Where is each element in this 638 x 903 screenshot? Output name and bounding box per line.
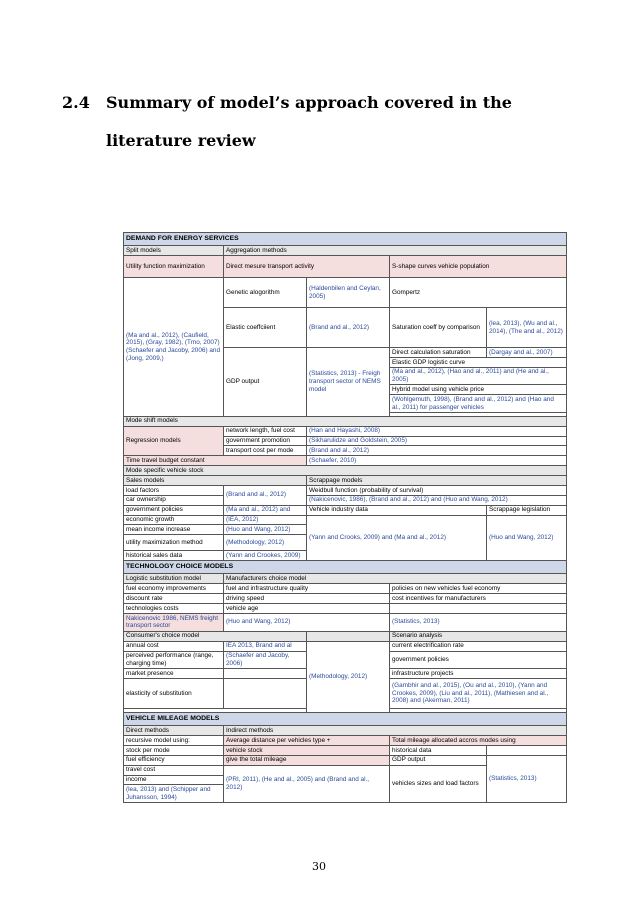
page-number: 30 <box>312 860 326 873</box>
table-cell: government policies <box>124 505 224 515</box>
table-cell: perceived performance (range, charging time) <box>124 651 224 669</box>
table-cell: (Ma and al., 2012) and <box>224 505 307 515</box>
table-cell: (Yann and Crookes, 2009) <box>224 551 307 561</box>
table-row <box>124 246 567 256</box>
table-row <box>124 745 567 755</box>
section-number: 2.4 <box>62 93 90 112</box>
table-cell: (Huo and Wang, 2012) <box>224 613 390 631</box>
summary-table <box>123 232 567 803</box>
table-row <box>124 594 567 604</box>
table-cell: Gompertz <box>390 278 567 308</box>
table-cell: stock per mode <box>124 745 224 755</box>
table-cell: S-shape curves vehicle population <box>390 256 567 278</box>
table-row <box>124 574 567 584</box>
summary-table-figure <box>123 232 566 803</box>
table-cell <box>224 679 307 709</box>
table-cell: Regression models <box>124 426 224 456</box>
table-row <box>124 726 567 736</box>
table-cell: (Ma and al., 2012), (Hao and al., 2011) and (He and al., 2005) <box>390 367 567 385</box>
table-cell: (Wohlgemuth, 1998), (Brand and al., 2012) and (Hao and al., 2011) for passenger vehicles <box>390 395 567 413</box>
table-cell: (Statistics, 2013) <box>390 613 567 631</box>
table-row <box>124 426 567 436</box>
table-cell: annual cost <box>124 641 224 651</box>
table-cell: (Methodology, 2012) <box>307 641 390 712</box>
table-cell: (Brand and al., 2012) <box>307 446 567 456</box>
table-cell: utility maximization method <box>124 535 224 551</box>
table-cell: Sales models <box>124 476 307 486</box>
table-row <box>124 736 567 746</box>
table-cell: market presence <box>124 669 224 679</box>
table-cell <box>390 603 567 613</box>
table-cell: transport cost per mode <box>224 446 307 456</box>
table-cell: (Huo and Wang, 2012) <box>487 515 567 561</box>
table-cell: Genetic alogorithm <box>224 278 307 308</box>
table-cell: Utility function maximization <box>124 256 224 278</box>
table-row <box>124 466 567 476</box>
table-cell: recursive model using: <box>124 736 224 746</box>
table-cell: GDP output <box>224 348 307 417</box>
table-cell: vehicles sizes and load factors <box>390 765 487 802</box>
section-title-line2: literature review <box>106 131 256 150</box>
table-cell: income <box>124 775 224 785</box>
table-cell <box>307 631 390 641</box>
table-cell: Vehicle industry data <box>307 505 487 515</box>
table-cell: Hybrid model using vehicle price <box>390 385 567 395</box>
table-row <box>124 631 567 641</box>
table-cell: fuel and infrastructure quality <box>224 584 390 594</box>
table-cell: mean income increase <box>124 525 224 535</box>
table-cell: Mode shift models <box>124 416 567 426</box>
table-cell: (Nakicenovic, 1986), (Brand and al., 2012) and (Huo and Wang, 2012) <box>307 495 567 505</box>
table-row <box>124 641 567 651</box>
table-cell: cost incentives for manufacturers <box>390 594 567 604</box>
table-cell: Elastic coeffciient <box>224 308 307 348</box>
table-row <box>124 505 567 515</box>
table-cell: economic growth <box>124 515 224 525</box>
table-cell: (Brand and al., 2012) <box>307 308 390 348</box>
table-row <box>124 456 567 466</box>
section-title-line1: Summary of model’s approach covered in the <box>106 93 512 112</box>
section-title: TECHNOLOGY CHOICE MODELS <box>124 561 567 574</box>
table-row <box>124 515 567 525</box>
table-cell: Direct calculation saturation <box>390 348 487 358</box>
table-cell: Manufacturers choice model <box>224 574 567 584</box>
table-cell: Aggregation methods <box>224 246 567 256</box>
table-cell: (Yann and Crooks, 2009) and (Ma and al., 2012) <box>307 515 487 561</box>
table-cell: technologies costs <box>124 603 224 613</box>
table-cell: (Statistics, 2013) - Freigh transport sector of NEMS model <box>307 348 390 417</box>
table-cell: (Schaefer, 2010) <box>307 456 567 466</box>
table-cell: load factors <box>124 485 224 495</box>
table-cell: government promotion <box>224 436 307 446</box>
table-cell: Weidbull function (probability of survival) <box>307 485 567 495</box>
table-cell: Direct methods <box>124 726 224 736</box>
table-cell: Scrappage models <box>307 476 567 486</box>
table-cell: give the total mileage <box>224 755 390 765</box>
table-cell: Split models <box>124 246 224 256</box>
table-cell: vehicle age <box>224 603 390 613</box>
table-cell <box>224 669 307 679</box>
table-cell: (Statistics, 2013) <box>487 755 567 802</box>
table-cell: Consumer's choice model <box>124 631 307 641</box>
table-cell: infrastructure projects <box>390 669 567 679</box>
table-cell: Nakicenovic 1986, NEMS freight transport sector <box>124 613 224 631</box>
table-cell: Indirect methods <box>224 726 567 736</box>
table-cell: Logistic substitution model <box>124 574 224 584</box>
table-cell: Saturation coeff by comparison <box>390 308 487 348</box>
table-cell: (lea, 2013) and (Schipper and Juhansson, 1994) <box>124 785 224 803</box>
table-cell: fuel efficiency <box>124 755 224 765</box>
table-cell: (Huo and Wang, 2012) <box>224 525 307 535</box>
table-cell: car ownership <box>124 495 224 505</box>
table-cell: (Schaefer and Jacoby, 2006) <box>224 651 307 669</box>
table-cell: government policies <box>390 651 567 669</box>
table-cell: (Ma and al., 2012), (Caufield, 2015), (Gray, 1982), (Tmo, 2007) (Schaefer and Jacoby, 2006) and (Jong, 2009,) <box>124 278 224 417</box>
table-cell: (PRI, 2011), (He and al., 2005) and (Brand and al., 2012) <box>224 765 390 802</box>
table-cell: travel cost <box>124 765 224 775</box>
table-cell: (lea, 2013), (Wu and al., 2014), (The and al., 2012) <box>487 308 567 348</box>
table-cell: historical sales data <box>124 551 224 561</box>
table-row <box>124 603 567 613</box>
table-cell: Scenario analysis <box>390 631 567 641</box>
table-cell: policies on new vehicles fuel economy <box>390 584 567 594</box>
table-cell: (Gambhir and al., 2015), (Ou and al., 2010), (Yann and Crookes, 2009), (Liu and al., 2011), (Mathiesen and al., 2008) and (Akerman, 2011) <box>390 679 567 709</box>
table-cell: driving speed <box>224 594 390 604</box>
table-cell: GDP output <box>390 755 487 765</box>
table-row <box>124 256 567 278</box>
table-cell: Time travel budget constant <box>124 456 307 466</box>
table-cell: (Haldenbilen and Ceylan, 2005) <box>307 278 390 308</box>
table-row <box>124 476 567 486</box>
table-row <box>124 495 567 505</box>
table-row <box>124 584 567 594</box>
table-row <box>124 755 567 765</box>
section-row-technology <box>124 561 567 574</box>
table-cell: elasticity of substitution <box>124 679 224 709</box>
section-row-mileage <box>124 713 567 726</box>
table-row <box>124 485 567 495</box>
table-cell: fuel economy improvements <box>124 584 224 594</box>
table-cell: Total mileage allocated accros modes using <box>390 736 567 746</box>
table-cell: IEA 2013, Brand and al <box>224 641 307 651</box>
table-cell: (Dargay and al., 2007) <box>487 348 567 358</box>
table-row <box>124 613 567 631</box>
table-cell: Mode specific vehicle stock <box>124 466 567 476</box>
table-cell: (Han and Hayashi, 2008) <box>307 426 567 436</box>
table-cell: network length, fuel cost <box>224 426 307 436</box>
section-heading <box>62 84 562 160</box>
table-cell: historical data <box>390 745 487 755</box>
section-title: VEHICLE MILEAGE MODELS <box>124 713 567 726</box>
table-cell: discount rate <box>124 594 224 604</box>
section-title: DEMAND FOR ENERGY SERVICES <box>124 233 567 246</box>
table-cell: Scrappage legislation <box>487 505 567 515</box>
table-cell: Average distance per vehicles type + <box>224 736 390 746</box>
table-cell: vehicle stock <box>224 745 390 755</box>
table-cell: (Brand and al., 2012) <box>224 485 307 505</box>
table-cell <box>487 745 567 755</box>
section-row-demand <box>124 233 567 246</box>
table-cell: current electrification rate <box>390 641 567 651</box>
table-cell: Elastic GDP logistic curve <box>390 357 567 367</box>
table-row <box>124 278 567 308</box>
table-cell: (Sikharulidze and Goldstein, 2005) <box>307 436 567 446</box>
table-row <box>124 416 567 426</box>
table-cell: (Methodology, 2012) <box>224 535 307 551</box>
table-cell: Direct mesure transport activity <box>224 256 390 278</box>
table-cell: (IEA, 2012) <box>224 515 307 525</box>
